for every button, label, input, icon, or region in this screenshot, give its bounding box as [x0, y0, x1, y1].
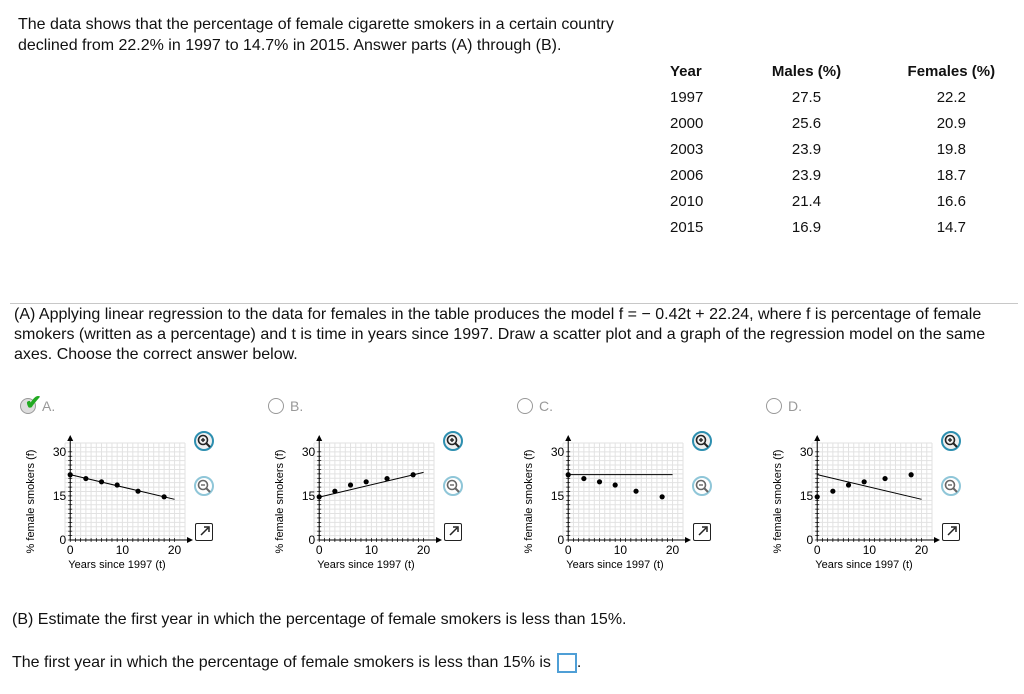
popout-icon[interactable] [444, 523, 462, 541]
chart-a [20, 425, 220, 585]
x-tick-label: 20 [665, 543, 680, 557]
y-axis-label: % female smokers (f) [772, 449, 784, 554]
data-point [581, 476, 586, 481]
cell-year: 2015 [670, 218, 704, 236]
data-point [332, 489, 337, 494]
choice-c-label: C. [539, 398, 553, 414]
header-year: Year [670, 62, 702, 80]
x-axis-label: Years since 1997 (t) [68, 559, 166, 571]
data-point [162, 494, 167, 499]
chart-c [518, 425, 718, 585]
y-tick-label: 0 [557, 533, 565, 547]
zoom-in-icon[interactable] [692, 431, 712, 451]
data-point [99, 479, 104, 484]
table-row [664, 162, 1024, 188]
cell-males: 21.4 [791, 192, 822, 210]
popout-icon[interactable] [942, 523, 960, 541]
data-point [882, 476, 887, 481]
choice-b[interactable] [268, 398, 303, 414]
x-tick-label: 0 [315, 543, 323, 557]
data-point [597, 479, 602, 484]
radio-a[interactable] [20, 392, 42, 414]
zoom-in-icon[interactable] [443, 431, 463, 451]
x-axis-label: Years since 1997 (t) [815, 559, 913, 571]
x-axis-arrow [934, 537, 940, 543]
y-tick-label: 0 [59, 533, 67, 547]
data-point [384, 476, 389, 481]
y-axis-arrow [565, 435, 571, 441]
table-row [664, 214, 1024, 240]
data-point [815, 494, 820, 499]
cell-year: 2000 [670, 114, 704, 132]
x-tick-label: 0 [564, 543, 572, 557]
radio-b[interactable] [268, 398, 284, 414]
x-tick-label: 20 [914, 543, 929, 557]
grid-lines [314, 443, 434, 540]
chart-b [269, 425, 469, 585]
checkmark-icon: ✔ [25, 392, 42, 414]
y-tick-label: 0 [806, 533, 814, 547]
x-tick-label: 0 [813, 543, 821, 557]
x-tick-label: 20 [167, 543, 182, 557]
part-b-question: (B) Estimate the first year in which the percentage of female smokers is less than 15%. [12, 611, 627, 628]
radio-d[interactable] [766, 398, 782, 414]
popout-icon[interactable] [693, 523, 711, 541]
table-row [664, 188, 1024, 214]
cell-males: 23.9 [791, 166, 822, 184]
part-a-question: (A) Applying linear regression to the data for females in the table produces the model f = − 0.42t + 22.24, where f is percentage of female smokers (written as a percentage) and t is time in years since 1997. Draw a scatter plot and a graph of the regression model on the same axes. Choose the correct answer below. [14, 306, 986, 363]
answer-suffix: . [576, 654, 582, 671]
data-table [664, 58, 1024, 240]
data-point [411, 472, 416, 477]
zoom-out-icon[interactable] [941, 476, 961, 496]
data-point [135, 489, 140, 494]
y-axis-label: % female smokers (f) [25, 449, 37, 554]
data-point [909, 472, 914, 477]
x-tick-label: 0 [66, 543, 74, 557]
answer-prompt: The first year in which the percentage of female smokers is less than 15% is [12, 654, 551, 671]
y-axis-label: % female smokers (f) [523, 449, 535, 554]
y-tick-label: 30 [52, 444, 67, 459]
cell-males: 23.9 [791, 140, 822, 158]
zoom-out-icon[interactable] [194, 476, 214, 496]
x-tick-label: 10 [613, 543, 628, 557]
grid-lines [812, 443, 932, 540]
intro-text: The data shows that the percentage of female cigarette smokers in a certain country declined from 22.2% in 1997 to 14.7% in 2015. Answer parts (A) through (B). [18, 16, 614, 54]
data-point [317, 494, 322, 499]
x-tick-label: 10 [115, 543, 130, 557]
y-tick-label: 15 [550, 488, 565, 503]
cell-year: 2003 [670, 140, 704, 158]
cell-females: 14.7 [936, 218, 966, 236]
y-tick-label: 0 [308, 533, 316, 547]
data-point [862, 479, 867, 484]
y-tick-label: 30 [550, 444, 565, 459]
cell-year: 2010 [670, 192, 704, 210]
popout-icon[interactable] [195, 523, 213, 541]
choice-d-label: D. [788, 398, 802, 414]
y-tick-label: 30 [301, 444, 316, 459]
data-point [830, 489, 835, 494]
y-tick-label: 15 [301, 488, 316, 503]
x-axis-arrow [685, 537, 691, 543]
choice-a[interactable] [20, 392, 56, 414]
header-males: Males (%) [771, 62, 842, 80]
chart-d [767, 425, 967, 585]
radio-c[interactable] [517, 398, 533, 414]
data-point [115, 482, 120, 487]
zoom-out-icon[interactable] [443, 476, 463, 496]
cell-females: 19.8 [936, 140, 966, 158]
header-females: Females (%) [907, 62, 996, 80]
zoom-out-icon[interactable] [692, 476, 712, 496]
x-axis-arrow [187, 537, 193, 543]
x-tick-label: 10 [862, 543, 877, 557]
cell-males: 27.5 [791, 88, 822, 106]
choice-b-label: B. [290, 398, 304, 414]
cell-year: 2006 [670, 166, 704, 184]
x-axis-label: Years since 1997 (t) [566, 559, 664, 571]
data-point [364, 479, 369, 484]
answer-row [12, 653, 581, 673]
choice-d[interactable] [766, 398, 802, 414]
answer-input[interactable] [557, 653, 577, 673]
data-point [566, 472, 571, 477]
y-tick-label: 30 [799, 444, 814, 459]
data-point [348, 482, 353, 487]
table-header-row [664, 58, 1024, 84]
x-axis-label: Years since 1997 (t) [317, 559, 415, 571]
data-point [846, 482, 851, 487]
data-point [633, 489, 638, 494]
table-row [664, 136, 1024, 162]
cell-females: 20.9 [936, 114, 966, 132]
choice-a-label: A. [42, 398, 56, 414]
y-axis-label: % female smokers (f) [274, 449, 286, 554]
table-row [664, 84, 1024, 110]
section-divider [10, 303, 1018, 304]
data-point [613, 482, 618, 487]
data-point [660, 494, 665, 499]
y-axis-arrow [814, 435, 820, 441]
data-point [83, 476, 88, 481]
grid-lines [563, 443, 683, 540]
table-row [664, 110, 1024, 136]
x-tick-label: 10 [364, 543, 379, 557]
x-axis-arrow [436, 537, 442, 543]
y-axis-arrow [316, 435, 322, 441]
cell-females: 22.2 [936, 88, 966, 106]
cell-females: 18.7 [936, 166, 966, 184]
cell-females: 16.6 [936, 192, 966, 210]
cell-year: 1997 [670, 88, 704, 106]
zoom-in-icon[interactable] [194, 431, 214, 451]
cell-males: 16.9 [791, 218, 822, 236]
grid-lines [65, 443, 185, 540]
y-axis-arrow [67, 435, 73, 441]
choice-c[interactable] [517, 398, 553, 414]
zoom-in-icon[interactable] [941, 431, 961, 451]
y-tick-label: 15 [52, 488, 67, 503]
x-tick-label: 20 [416, 543, 431, 557]
y-tick-label: 15 [799, 488, 814, 503]
cell-males: 25.6 [791, 114, 822, 132]
data-point [68, 472, 73, 477]
